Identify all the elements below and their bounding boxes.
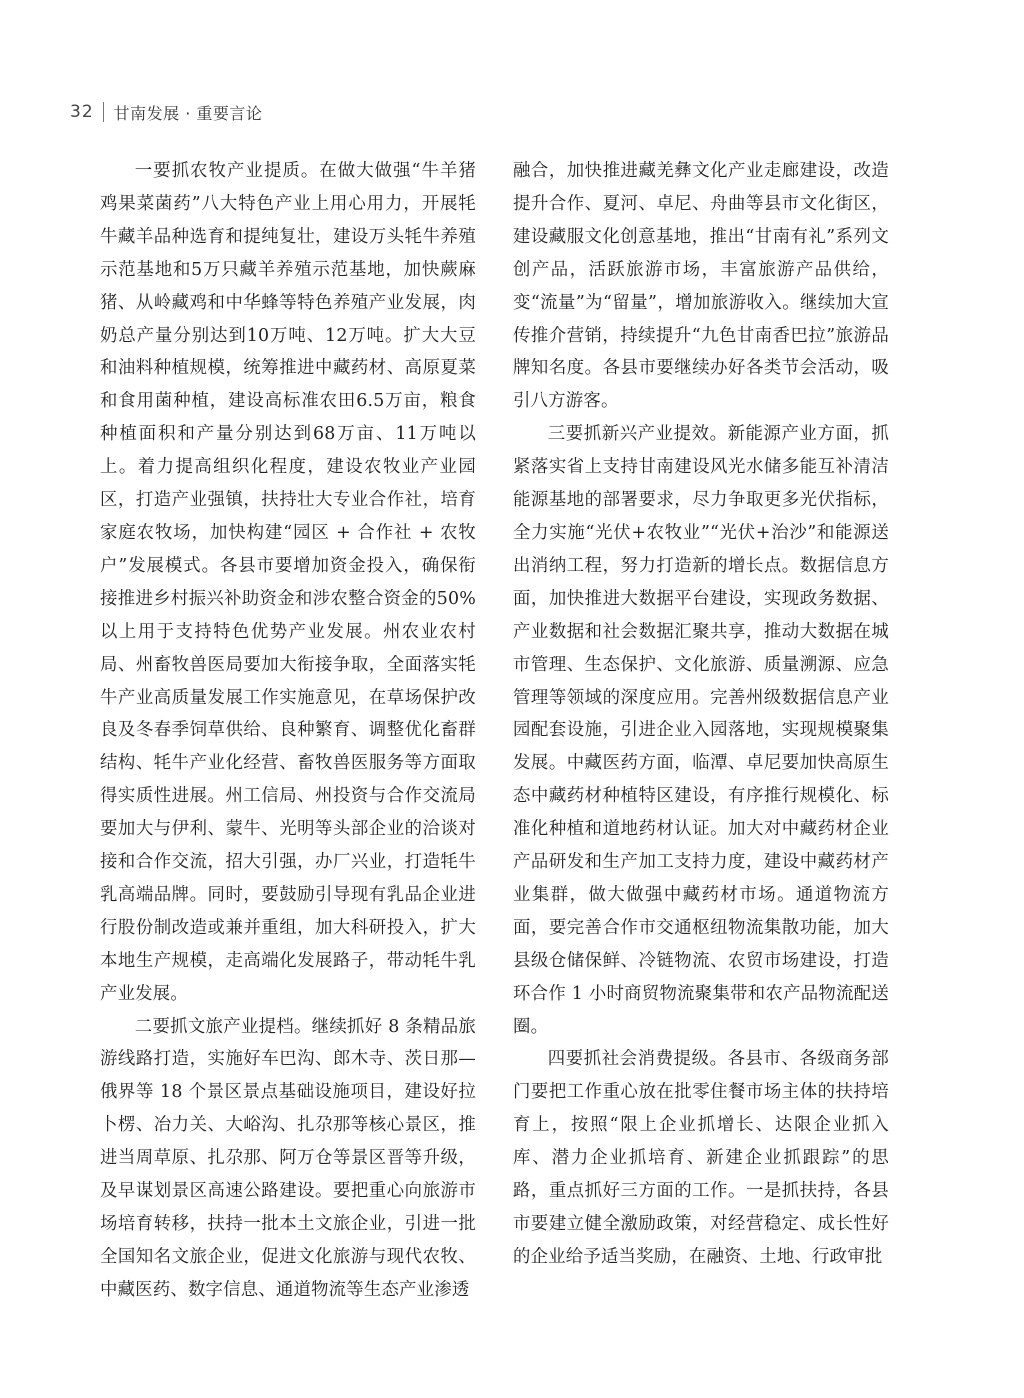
page-number: 32 xyxy=(70,102,94,122)
right-column xyxy=(513,155,889,1274)
left-column xyxy=(100,155,476,1307)
paragraph-consumption: 四要抓社会消费提级。各县市、各级商务部门要把工作重心放在批零住餐市场主体的扶持培育上，按照“限上企业抓增长、达限企业抓入库、潜力企业抓培育、新建企业抓跟踪”的思路，重点抓好三方面的工作。一是抓扶持，各县市要建立健全激励政策，对经营稳定、成长性好的企业给予适当奖励，在融资、土地、行政审批 xyxy=(513,1049,889,1267)
running-header xyxy=(70,98,262,126)
paragraph-emerging-industries: 三要抓新兴产业提效。新能源产业方面，抓紧落实省上支持甘南建设风光水储多能互补清洁能源基地的部署要求，尽力争取更多光伏指标，全力实施“光伏+农牧业”“光伏+治沙”和能源送出消纳工程，努力打造新的增长点。数据信息方面，加快推进大数据平台建设，实现政务数据、产业数据和社会数据汇聚共享，推动大数据在城市管理、生态保护、文化旅游、质量溯源、应急管理等领域的深度应用。完善州级数据信息产业园配套设施，引进企业入园落地，实现规模聚集发展。中藏医药方面，临潭、卓尼要加快高原生态中藏药材种植特区建设，有序推行规模化、标准化种植和道地药材认证。加大对中藏药材企业产品研发和生产加工支持力度，建设中藏药材产业集群，做大做强中藏药材市场。通道物流方面，要完善合作市交通枢纽物流集散功能，加大县级仓储保鲜、冷链物流、农贸市场建设，打造环合作 1 小时商贸物流聚集带和农产品物流配送圈。 xyxy=(513,424,889,1037)
paragraph-culture-tourism-continued: 融合，加快推进藏羌彝文化产业走廊建设，改造提升合作、夏河、卓尼、舟曲等县市文化街区，建设藏服文化创意基地，推出“甘南有礼”系列文创产品，活跃旅游市场，丰富旅游产品供给，变“流量”为“留量”，增加旅游收入。继续加大宣传推介营销，持续提升“九色甘南香巴拉”旅游品牌知名度。各县市要继续办好各类节会活动，吸引八方游客。 xyxy=(513,161,889,412)
running-title: 甘南发展 · 重要言论 xyxy=(113,103,263,123)
paragraph-culture-tourism: 二要抓文旅产业提档。继续抓好 8 条精品旅游线路打造，实施好车巴沟、郎木寺、茨日那—俄界等 18 个景区景点基础设施项目，建设好拉卜楞、冶力关、大峪沟、扎尕那等核心景区，推进当周草原、扎尕那、阿万仓等景区晋等升级，及早谋划景区高速公路建设。要把重心向旅游市场培育转移，扶持一批本土文旅企业，引进一批全国知名文旅企业，促进文化旅游与现代农牧、中藏医药、数字信息、通道物流等生态产业渗透 xyxy=(100,1016,476,1300)
header-divider xyxy=(103,102,104,122)
paragraph-agriculture: 一要抓农牧产业提质。在做大做强“牛羊猪鸡果菜菌药”八大特色产业上用心用力，开展牦牛藏羊品种选育和提纯复壮，建设万头牦牛养殖示范基地和5万只藏羊养殖示范基地，加快蕨麻猪、从岭藏鸡和中华蜂等特色养殖产业发展，肉奶总产量分别达到10万吨、12万吨。扩大大豆和油料种植规模，统筹推进中藏药材、高原夏菜和食用菌种植，建设高标准农田6.5万亩，粮食种植面积和产量分别达到68万亩、11万吨以上。着力提高组织化程度，建设农牧业产业园区，打造产业强镇，扶持壮大专业合作社，培育家庭农牧场，加快构建“园区 + 合作社 + 农牧户”发展模式。各县市要增加资金投入，确保衔接推进乡村振兴补助资金和涉农整合资金的50% 以上用于支持特色优势产业发展。州农业农村局、州畜牧兽医局要加大衔接争取，全面落实牦牛产业高质量发展工作实施意见，在草场保护改良及冬春季饲草供给、良种繁育、调整优化畜群结构、牦牛产业化经营、畜牧兽医服务等方面取得实质性进展。州工信局、州投资与合作交流局要加大与伊利、蒙牛、光明等头部企业的洽谈对接和合作交流，招大引强，办厂兴业，打造牦牛乳高端品牌。同时，要鼓励引导现有乳品企业进行股份制改造或兼并重组，加大科研投入，扩大本地生产规模，走高端化发展路子，带动牦牛乳产业发展。 xyxy=(100,161,476,1004)
